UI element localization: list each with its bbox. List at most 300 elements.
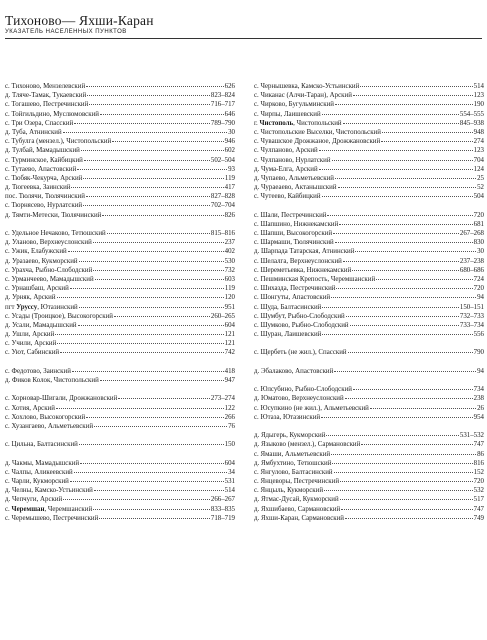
section-subtitle: УКАЗАТЕЛЬ НАСЕЛЕННЫХ ПУНКТОВ [5,29,127,35]
index-entry [5,330,235,339]
leader-dots [93,505,210,510]
page-reference: 604 [224,459,235,467]
index-entry [5,128,235,137]
leader-dots [335,238,473,243]
settlement-name: д. Яхшибаево, Сармановский [254,505,341,513]
settlement-name: д. Языково (мензел.), Сармановский [254,441,361,449]
index-entry [5,183,235,192]
leader-dots [79,440,224,445]
page-reference: 733–734 [459,321,484,329]
page-reference: 720 [473,211,484,219]
leader-dots [382,128,473,133]
index-entry [5,486,235,495]
leader-dots [360,82,472,87]
leader-dots [86,413,223,418]
leader-dots [339,220,472,225]
settlement-name: пос. Тюлячи, Тюлячинский [5,193,85,201]
page-reference: 274 [473,138,484,146]
index-entry [254,385,484,394]
settlement-name: с. Шуда, Балтасинский [254,303,322,311]
index-entry [5,110,235,119]
settlement-name: д. Яхши-Каран, Сармановский [254,514,344,522]
index-entry [5,146,235,155]
settlement-name: с. Чувашское Дрожжаное, Дрожжановский [254,138,381,146]
page-reference: 830 [473,239,484,247]
leader-dots [63,495,210,500]
index-entry [254,514,484,523]
settlement-name: с. Шали, Пестречинский [254,211,327,219]
index-entry [254,146,484,155]
settlement-name: с. Тойгильдино, Муслюмовский [5,110,99,118]
leader-dots [322,192,473,197]
index-entry [5,275,235,284]
settlement-name: с. Юлсубино, Рыбно-Слободский [254,386,352,394]
settlement-name: с. Ужик, Елабужский [5,248,67,256]
settlement-name: д. Тюгеевка, Заинский [5,184,71,192]
index-entry [254,330,484,339]
leader-dots [74,468,227,473]
page-reference: 266–267 [210,496,235,504]
settlement-name: с. Усады (Троицкое), Высокогорский [5,312,113,320]
leader-dots [343,257,459,262]
page-reference: 417 [224,184,235,192]
settlement-name: с. Тихоново, Мензелевский [5,83,86,90]
leader-dots [57,339,223,344]
page-reference: 237–238 [459,257,484,265]
leader-dots [353,385,473,390]
settlement-name: с. Шелалга, Верхнеуслонский [254,257,342,265]
index-entry [5,468,235,477]
settlement-name: с. Чулпаново, Нурлатский [254,156,331,164]
leader-dots [361,440,472,445]
page-reference: 604 [224,321,235,329]
leader-dots [336,284,472,289]
page-reference: 238 [473,395,484,403]
settlement-name: д. Тулбай, Мамадышский [5,147,80,155]
settlement-name: с. Урахча, Рыбно-Слободский [5,266,93,274]
index-entry [5,201,235,210]
index-entry [5,459,235,468]
index-entry [254,275,484,284]
leader-dots [100,110,224,115]
group-spacer [254,422,484,431]
settlement-name: с. Хорновар-Шигали, Дрожжановский [5,395,118,403]
page-reference: 826 [224,211,235,219]
index-entry [254,165,484,174]
index-entry [254,505,484,514]
page-reference: 704 [473,156,484,164]
settlement-name: д. Тляче-Тамак, Тукаевский [5,92,87,100]
settlement-name: с. Шармаши, Тюлячинский [254,239,334,247]
leader-dots [332,459,472,464]
page-reference: 123 [473,92,484,100]
leader-dots [319,146,473,151]
index-column-left [5,82,235,523]
page-reference: 681 [473,220,484,228]
page-reference: 530 [224,257,235,265]
index-entry [5,174,235,183]
page-reference: 646 [224,110,235,118]
page-reference: 732–733 [459,312,484,320]
page-reference: 94 [477,367,484,375]
page-reference: 26 [477,404,484,412]
page-reference: 86 [477,450,484,458]
index-entry [5,266,235,275]
settlement-name: с. Чалпы, Аликеевский [5,468,73,476]
settlement-name: с. Чирково, Бугульминский [254,101,334,109]
settlement-name: с. Янцыль, Кукморский [254,487,324,495]
group-spacer [5,450,235,459]
settlement-name: д. Ямбухтино, Тетюшский [254,459,332,467]
page-reference: 816 [473,459,484,467]
page-reference: 517 [473,496,484,504]
page-reference: 716–717 [210,101,235,109]
index-entry [254,211,484,220]
page-reference: 402 [224,248,235,256]
page-reference: 237 [224,239,235,247]
index-entry [254,100,484,109]
settlement-name: с. Хохлово, Высокогорский [5,413,86,421]
settlement-name: д. Урняк, Арский [5,294,56,302]
settlement-name: д. Тямти-Метески, Тюлячинский [5,211,102,219]
page-reference: 531 [224,478,235,486]
leader-dots [86,192,210,197]
index-entry [254,229,484,238]
page-reference: 845–938 [459,119,484,127]
page-reference: 124 [473,165,484,173]
settlement-name: с. Три Озера, Спасский [5,119,74,127]
index-entry [5,82,235,91]
page-reference: 94 [477,294,484,302]
leader-dots [81,146,224,151]
page-reference: 52 [477,184,484,192]
settlement-name: с. Тубулга (мензел.), Чистопольский [5,138,112,146]
settlement-name: с. Учили, Арский [5,340,57,348]
settlement-name: с. Уют, Сабинский [5,349,60,357]
settlement-name: д. Усали, Мамадышский [5,321,77,329]
index-entry [5,192,235,201]
leader-dots [83,174,224,179]
settlement-name: с. Пешминская Крепость, Черемшанский [254,275,376,283]
page-reference: 119 [224,174,235,182]
page-reference: 720 [473,478,484,486]
index-entry [5,505,235,514]
page-reference: 260–265 [210,312,235,320]
leader-dots [70,477,224,482]
index-entry [254,431,484,440]
page-reference: 25 [477,174,484,182]
index-entry [254,303,484,312]
leader-dots [102,211,223,216]
leader-dots [346,312,459,317]
leader-dots [322,303,459,308]
settlement-name: д. Туба, Атнинский [5,128,62,136]
index-entry [254,266,484,275]
leader-dots [341,505,472,510]
leader-dots [355,247,476,252]
index-column-right [254,82,484,523]
page-reference: 123 [473,147,484,155]
leader-dots [112,137,223,142]
index-entry [254,174,484,183]
index-entry [254,312,484,321]
settlement-name: с. Чистопольские Выселки, Чистопольский [254,128,381,136]
leader-dots [99,514,210,519]
page-reference: 532 [473,487,484,495]
leader-dots [334,367,476,372]
settlement-name: с. Тутаево, Апастовский [5,165,77,173]
index-entry [254,247,484,256]
page-reference: 815–816 [210,230,235,237]
leader-dots [57,293,224,298]
settlement-name: д. Чупаево, Альметьевский [254,174,334,182]
page-reference: 724 [473,275,484,283]
page-reference: 789–790 [210,119,235,127]
index-entry [254,495,484,504]
page-reference: 514 [473,83,484,90]
page-reference: 121 [224,331,235,339]
leader-dots [331,450,476,455]
page-reference: 266 [224,413,235,421]
settlement-name: д. Чепчуги, Арский [5,496,63,504]
index-entry [5,312,235,321]
page-reference: 76 [228,422,235,430]
settlement-name: с. Чулпаново, Арский [254,147,318,155]
index-entry [254,477,484,486]
settlement-name: с. Чарли, Кукморский [5,478,69,486]
page-reference: 742 [224,349,235,357]
leader-dots [345,394,473,399]
index-entry [254,128,484,137]
leader-dots [55,330,223,335]
settlement-name: д. Юматово, Верхнеуслонский [254,395,344,403]
settlement-name: с. Урманчеево, Мамадышский [5,275,94,283]
settlement-name: д. Чума-Елга, Арский [254,165,318,173]
settlement-name: д. Шарпада Татарская, Атнинский [254,248,355,256]
leader-dots [352,266,459,271]
index-entry [5,238,235,247]
leader-dots [100,376,224,381]
leader-dots [107,229,210,234]
index-entry [254,459,484,468]
page-reference: 30 [228,128,235,136]
index-entry [5,247,235,256]
index-entry [254,238,484,247]
leader-dots [324,486,473,491]
page-reference: 947 [224,377,235,384]
index-entry [5,422,235,431]
leader-dots [345,514,473,519]
page-reference: 732 [224,266,235,274]
leader-dots [331,293,476,298]
leader-dots [353,91,473,96]
index-entry [254,293,484,302]
leader-dots [321,413,473,418]
index-entry [254,413,484,422]
index-entry [5,156,235,165]
index-entry [254,110,484,119]
index-entry [5,348,235,357]
index-entry [254,440,484,449]
settlement-name: с. Чирпы, Лаишевский [254,110,321,118]
group-spacer [254,339,484,348]
index-entry [254,468,484,477]
page-reference: 946 [224,138,235,146]
page-reference: 823–824 [210,92,235,100]
page-reference: 603 [224,275,235,283]
page-reference: 827–828 [210,193,235,201]
settlement-name: с. Ямаши, Альметьевский [254,450,331,458]
leader-dots [84,156,210,161]
page-reference: 30 [477,248,484,256]
leader-dots [95,275,224,280]
settlement-name: д. Уланово, Верхнеуслонский [5,239,92,247]
leader-dots [319,165,473,170]
page-reference: 734 [473,386,484,394]
leader-dots [83,201,210,206]
index-entry [5,100,235,109]
leader-dots [74,119,210,124]
group-spacer [5,358,235,367]
index-entry [5,514,235,523]
index-entry [254,450,484,459]
settlement-name: с. Ютаза, Ютазинский [254,413,321,421]
index-entry [5,119,235,128]
leader-dots [343,119,459,124]
settlement-name: г. Чистополь, Чистопольский [254,119,342,127]
settlement-name: с. Удельное Нечаково, Тетюшский [5,230,106,237]
page-reference: 747 [473,441,484,449]
leader-dots [332,156,473,161]
leader-dots [322,110,459,115]
group-spacer [5,220,235,229]
group-spacer [5,385,235,394]
index-entry [5,477,235,486]
leader-dots [79,257,224,262]
page-reference: 273–274 [210,395,235,403]
leader-dots [77,165,227,170]
settlement-name: с. Черемшан, Черемшанский [5,505,93,513]
settlement-name: с. Чиканас (Алчи-Таран), Арский [254,92,352,100]
settlement-name: с. Тюбяк-Чекурча, Арский [5,174,83,182]
index-entry [5,339,235,348]
group-spacer [5,431,235,440]
index-entry [5,495,235,504]
group-spacer [254,201,484,210]
page-reference: 34 [228,468,235,476]
page-reference: 504 [473,193,484,201]
index-entry [5,229,235,238]
settlement-name: с. Шуран, Лаишевский [254,331,322,339]
settlement-name: с. Янцеворы, Пестречинский [254,478,340,486]
index-entry [5,293,235,302]
index-entry [254,220,484,229]
settlement-name: с. Шумбут, Рыбно-Слободский [254,312,345,320]
leader-dots [338,183,477,188]
page-reference: 93 [228,165,235,173]
leader-dots [335,174,476,179]
settlement-name: с. Янгулово, Балтасинский [254,468,333,476]
page-reference: 680–686 [459,266,484,274]
page-reference: 954 [473,413,484,421]
settlement-name: с. Федотово, Заинский [5,367,71,375]
page-reference: 531–532 [459,432,484,440]
index-entry [5,211,235,220]
index-entry [5,137,235,146]
page-reference: 718–719 [210,514,235,522]
leader-dots [86,82,224,87]
leader-dots [63,128,227,133]
index-entry [5,376,235,385]
index-entry [254,137,484,146]
page-reference: 267–268 [459,230,484,237]
page-header [5,13,482,39]
leader-dots [350,321,459,326]
leader-dots [334,468,473,473]
index-entry [254,192,484,201]
page-reference: 121 [224,340,235,348]
index-entry [254,183,484,192]
page-reference: 150–151 [459,303,484,311]
leader-dots [326,431,458,436]
page-reference: 833–835 [210,505,235,513]
leader-dots [93,238,224,243]
leader-dots [56,404,224,409]
group-spacer [254,376,484,385]
settlement-name: с. Шумково, Рыбно-Слободский [254,321,349,329]
settlement-name: д. Ядыгерь, Кукморский [254,432,326,440]
page-reference: 720 [473,285,484,293]
settlement-name: с. Тогашево, Пестречинский [5,101,89,109]
leader-dots [327,211,472,216]
page-reference: 514 [224,487,235,495]
settlement-name: д. Ушли, Арский [5,331,55,339]
page-reference: 190 [473,101,484,109]
index-entry [5,284,235,293]
page-reference: 602 [224,147,235,155]
settlement-name: с. Цильна, Балтасинский [5,441,78,449]
leader-dots [72,367,224,372]
leader-dots [71,183,223,188]
index-entry [5,367,235,376]
leader-dots [70,284,224,289]
index-entry [254,367,484,376]
leader-dots [94,486,224,491]
page-reference: 502–504 [210,156,235,164]
settlement-name: с. Шереметьевка, Нижнекамский [254,266,352,274]
settlement-name: пгт Уруссу, Ютазинский [5,303,78,311]
index-entry [254,91,484,100]
leader-dots [340,477,473,482]
page-reference: 702–704 [210,202,235,210]
page-reference: 150 [224,441,235,449]
index-entry [254,486,484,495]
leader-dots [370,404,476,409]
settlement-name: с. Чутеево, Кайбицкий [254,193,321,201]
settlement-name: с. Шапши, Высокогорский [254,230,333,237]
settlement-name: с. Черемышево, Пестречинский [5,514,99,522]
settlement-name: д. Уразаево, Кукморский [5,257,78,265]
index-entry [5,394,235,403]
settlement-name: д. Эбалаково, Апастовский [254,367,334,375]
settlement-name: д. Фиков Колок, Чистопольский [5,377,99,384]
page-reference: 951 [224,303,235,311]
index-entry [5,303,235,312]
leader-dots [78,321,224,326]
index-entry [254,404,484,413]
page-reference: 749 [473,514,484,522]
index-entry [5,440,235,449]
